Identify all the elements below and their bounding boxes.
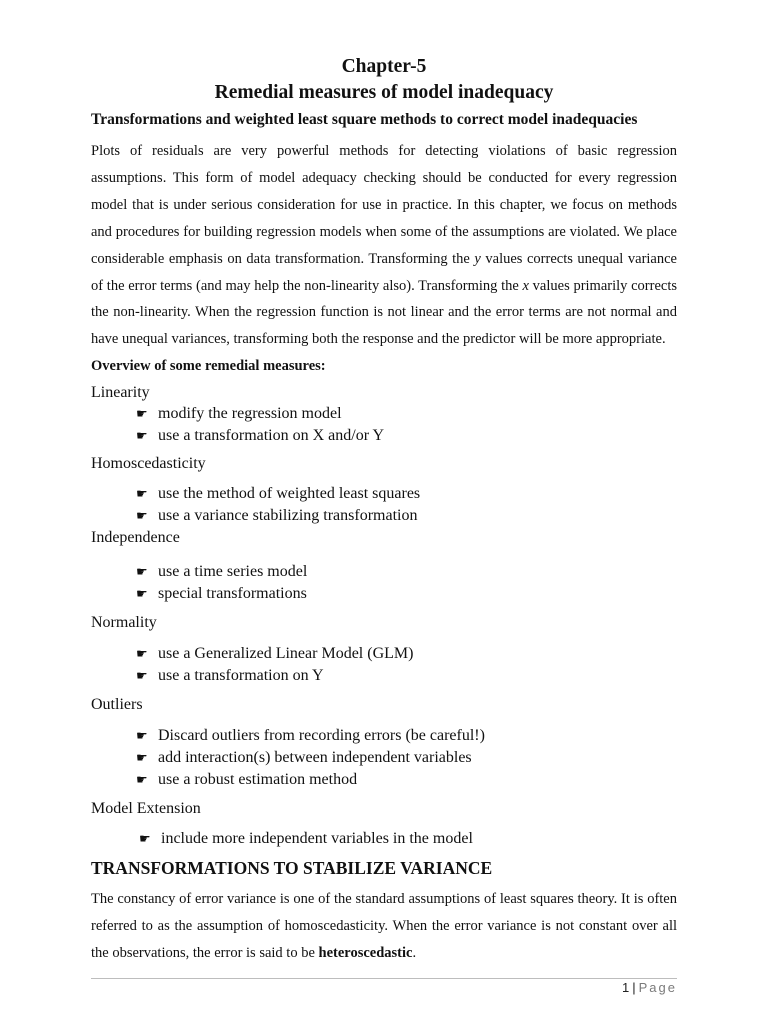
list-item (136, 583, 677, 605)
list-item-text: use a transformation on Y (158, 667, 324, 685)
list-item-text: modify the regression model (158, 405, 342, 423)
list-item (136, 425, 677, 447)
pointing-hand-icon: ☛ (136, 729, 148, 745)
list-item-text: use a variance stabilizing transformation (158, 507, 418, 525)
list-item (136, 747, 677, 769)
group-title: Linearity (91, 384, 150, 402)
pointing-hand-icon: ☛ (136, 773, 148, 789)
list-item-text: add interaction(s) between independent variables (158, 749, 472, 767)
list-item-text: include more independent variables in the model (161, 830, 473, 848)
list-item-text: use a time series model (158, 563, 308, 581)
list-item (136, 561, 677, 583)
pointing-hand-icon: ☛ (136, 407, 148, 423)
pointing-hand-icon: ☛ (136, 487, 148, 503)
pointing-hand-icon: ☛ (136, 565, 148, 581)
page-label: Page (638, 980, 677, 995)
footer-divider (91, 978, 677, 979)
page-number: 1 (622, 980, 630, 995)
list-item-text: special transformations (158, 585, 307, 603)
group-title: Outliers (91, 696, 143, 714)
list-item (136, 665, 677, 687)
pointing-hand-icon: ☛ (136, 509, 148, 525)
footer-separator: | (632, 980, 636, 995)
section-text-1: The constancy of error variance is one of the standard assumptions of least squares theory. It is often referred to as the assumption of homoscedasticity. When the error variance is not constant over all the observations, the error is said to be (91, 891, 677, 962)
overview-heading: Overview of some remedial measures: (91, 358, 326, 375)
group-title: Model Extension (91, 800, 201, 818)
pointing-hand-icon: ☛ (136, 751, 148, 767)
pointing-hand-icon: ☛ (136, 429, 148, 445)
group-title: Normality (91, 614, 157, 632)
remedy-list (91, 828, 677, 850)
remedy-list (91, 403, 677, 447)
intro-y-variable: y (474, 250, 481, 267)
pointing-hand-icon: ☛ (136, 669, 148, 685)
list-item (136, 403, 677, 425)
pointing-hand-icon: ☛ (139, 832, 151, 848)
list-item-text: use a Generalized Linear Model (GLM) (158, 645, 414, 663)
remedy-group-linearity (91, 382, 677, 447)
list-item-text: Discard outliers from recording errors (be careful!) (158, 727, 485, 745)
remedy-list (91, 643, 677, 687)
remedy-group-model-extension (91, 798, 677, 850)
list-item (139, 828, 677, 850)
remedy-group-normality (91, 612, 677, 687)
document-page (91, 54, 677, 967)
list-item (136, 505, 677, 527)
heteroscedastic-term: heteroscedastic (318, 945, 413, 962)
section-heading: TRANSFORMATIONS TO STABILIZE VARIANCE (91, 858, 493, 879)
intro-paragraph (91, 138, 677, 353)
remedy-list (91, 725, 677, 791)
intro-x-variable: x (522, 277, 529, 294)
list-item (136, 643, 677, 665)
list-item-text: use a transformation on X and/or Y (158, 427, 385, 445)
chapter-subtitle: Transformations and weighted least square methods to correct model inadequacies (91, 111, 638, 128)
chapter-title: Remedial measures of model inadequacy (214, 82, 554, 103)
remedy-group-independence (91, 527, 677, 605)
pointing-hand-icon: ☛ (136, 587, 148, 603)
remedy-list (91, 483, 677, 527)
section-text-2: . (412, 945, 417, 962)
list-item (136, 725, 677, 747)
pointing-hand-icon: ☛ (136, 647, 148, 663)
chapter-label: Chapter-5 (341, 56, 427, 77)
list-item-text: use a robust estimation method (158, 771, 358, 789)
group-title: Homoscedasticity (91, 455, 206, 473)
intro-text-1: Plots of residuals are very powerful methods for detecting violations of basic regression assumptions. This form of model adequacy checking should be conducted for every regression model that is under serious consideration for use in practice. In this chapter, we focus on methods and procedures for building regression models when some of the assumptions are violated. We place considerable emphasis on data transformation. Transforming the (91, 143, 677, 267)
intro-text-2: values corrects unequal variance of the error terms (and may help the non-linearity also). Transforming the (91, 250, 677, 294)
remedy-group-homoscedasticity (91, 453, 677, 527)
list-item-text: use the method of weighted least squares (158, 485, 421, 503)
group-title: Independence (91, 529, 180, 547)
page-footer (622, 980, 677, 995)
list-item (136, 483, 677, 505)
list-item (136, 769, 677, 791)
remedy-group-outliers (91, 694, 677, 791)
intro-text-3: values primarily corrects the non-linearity. When the regression function is not linear and the error terms are not normal and have unequal variances, transforming both the response and the predictor will be more appropriate. (91, 277, 677, 348)
section-paragraph (91, 886, 677, 967)
remedy-list (91, 561, 677, 605)
